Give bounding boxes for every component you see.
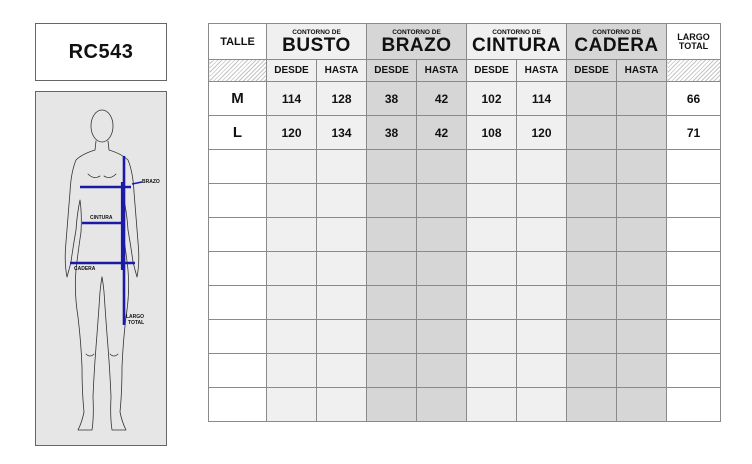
largo-label-line1: LARGO: [126, 314, 145, 320]
empty-cell: [617, 150, 667, 184]
largo-label-line2: TOTAL: [128, 320, 145, 326]
table-header-row: [209, 24, 721, 60]
empty-cell: [367, 184, 417, 218]
empty-cell: [667, 252, 721, 286]
brazo-desde-cell: 38: [367, 116, 417, 150]
empty-cell: [209, 150, 267, 184]
empty-cell: [567, 388, 617, 422]
cintura-hasta-cell: 120: [517, 116, 567, 150]
table-row: [209, 116, 721, 150]
empty-cell: [467, 252, 517, 286]
empty-cell: [667, 286, 721, 320]
empty-table-row: [209, 150, 721, 184]
cadera-header-title: CADERA: [574, 34, 659, 56]
cintura-header-prefix: CONTORNO DE: [492, 28, 541, 36]
empty-cell: [667, 218, 721, 252]
empty-cell: [267, 388, 317, 422]
empty-cell: [317, 252, 367, 286]
empty-cell: [267, 150, 317, 184]
chest-detail: [88, 174, 116, 178]
empty-cell: [467, 150, 517, 184]
empty-cell: [517, 184, 567, 218]
empty-cell: [567, 354, 617, 388]
empty-cell: [417, 252, 467, 286]
empty-cell: [667, 320, 721, 354]
empty-cell: [267, 354, 317, 388]
empty-cell: [617, 388, 667, 422]
empty-cell: [267, 218, 317, 252]
cadera-hasta-cell: [617, 82, 667, 116]
largo-total-header: [667, 24, 721, 60]
empty-cell: [367, 388, 417, 422]
size-chart-table: [208, 23, 721, 422]
empty-table-row: [209, 388, 721, 422]
cadera-desde-header: DESDE: [567, 60, 617, 82]
talle-subheader-hatch: [209, 60, 267, 82]
empty-rows-group: [209, 150, 721, 422]
empty-table-row: [209, 354, 721, 388]
empty-cell: [667, 388, 721, 422]
empty-cell: [209, 286, 267, 320]
empty-cell: [567, 218, 617, 252]
empty-cell: [517, 286, 567, 320]
empty-cell: [467, 184, 517, 218]
empty-cell: [517, 150, 567, 184]
empty-cell: [467, 218, 517, 252]
brazo-desde-cell: 38: [367, 82, 417, 116]
cintura-desde-cell: 108: [467, 116, 517, 150]
largo-total-cell: 71: [667, 116, 721, 150]
empty-cell: [617, 320, 667, 354]
empty-cell: [617, 286, 667, 320]
largo-subheader-hatch: [667, 60, 721, 82]
cintura-hasta-cell: 114: [517, 82, 567, 116]
empty-cell: [417, 354, 467, 388]
empty-cell: [517, 354, 567, 388]
busto-header: [267, 24, 367, 60]
brazo-header: [367, 24, 467, 60]
empty-cell: [267, 286, 317, 320]
empty-cell: [617, 184, 667, 218]
talle-header: TALLE: [209, 24, 267, 60]
empty-cell: [517, 388, 567, 422]
empty-table-row: [209, 320, 721, 354]
cintura-hasta-header: HASTA: [517, 60, 567, 82]
busto-header-prefix: CONTORNO DE: [292, 28, 341, 36]
empty-cell: [517, 218, 567, 252]
empty-cell: [567, 150, 617, 184]
body-silhouette: [36, 92, 166, 445]
empty-cell: [209, 218, 267, 252]
empty-cell: [317, 388, 367, 422]
cadera-label: CADERA: [74, 266, 96, 272]
busto-header-title: BUSTO: [282, 34, 351, 56]
empty-cell: [209, 252, 267, 286]
empty-cell: [317, 354, 367, 388]
largo-total-cell: 66: [667, 82, 721, 116]
empty-cell: [467, 320, 517, 354]
empty-table-row: [209, 184, 721, 218]
empty-cell: [367, 286, 417, 320]
brazo-hasta-cell: 42: [417, 82, 467, 116]
brazo-hasta-cell: 42: [417, 116, 467, 150]
cadera-desde-cell: [567, 82, 617, 116]
empty-cell: [209, 184, 267, 218]
body-left-outline: [65, 141, 102, 430]
empty-table-row: [209, 286, 721, 320]
cadera-header-prefix: CONTORNO DE: [592, 28, 641, 36]
cadera-header: [567, 24, 667, 60]
cadera-hasta-cell: [617, 116, 667, 150]
knee-detail: [86, 354, 118, 356]
empty-cell: [417, 286, 467, 320]
empty-cell: [517, 252, 567, 286]
size-cell: L: [209, 116, 267, 150]
empty-cell: [567, 320, 617, 354]
empty-cell: [317, 286, 367, 320]
cintura-header: [467, 24, 567, 60]
busto-desde-header: DESDE: [267, 60, 317, 82]
busto-hasta-cell: 128: [317, 82, 367, 116]
empty-cell: [267, 184, 317, 218]
empty-cell: [467, 354, 517, 388]
empty-cell: [367, 218, 417, 252]
brazo-header-prefix: CONTORNO DE: [392, 28, 441, 36]
cintura-desde-cell: 102: [467, 82, 517, 116]
busto-desde-cell: 114: [267, 82, 317, 116]
empty-cell: [317, 218, 367, 252]
empty-cell: [317, 150, 367, 184]
cadera-hasta-header: HASTA: [617, 60, 667, 82]
size-cell: M: [209, 82, 267, 116]
busto-desde-cell: 120: [267, 116, 317, 150]
empty-cell: [317, 184, 367, 218]
empty-cell: [209, 320, 267, 354]
busto-hasta-cell: 134: [317, 116, 367, 150]
empty-cell: [209, 388, 267, 422]
brazo-header-title: BRAZO: [381, 34, 452, 56]
empty-cell: [367, 354, 417, 388]
head-outline: [91, 110, 113, 142]
empty-cell: [417, 150, 467, 184]
empty-cell: [467, 388, 517, 422]
brazo-hasta-header: HASTA: [417, 60, 467, 82]
empty-cell: [567, 184, 617, 218]
table-row: [209, 82, 721, 116]
cadera-desde-cell: [567, 116, 617, 150]
empty-cell: [367, 320, 417, 354]
empty-cell: [209, 354, 267, 388]
cintura-label: CINTURA: [90, 215, 113, 221]
product-code: RC543: [35, 23, 167, 81]
cintura-desde-header: DESDE: [467, 60, 517, 82]
empty-cell: [617, 354, 667, 388]
empty-cell: [517, 320, 567, 354]
empty-cell: [567, 286, 617, 320]
brazo-label: BRAZO: [142, 179, 160, 185]
largo-header-line1: LARGO: [677, 31, 710, 42]
empty-cell: [667, 184, 721, 218]
empty-cell: [267, 320, 317, 354]
empty-cell: [417, 388, 467, 422]
empty-cell: [667, 354, 721, 388]
empty-cell: [567, 252, 617, 286]
body-measurement-figure: [35, 91, 167, 446]
brazo-desde-header: DESDE: [367, 60, 417, 82]
empty-cell: [467, 286, 517, 320]
empty-cell: [417, 184, 467, 218]
empty-cell: [317, 320, 367, 354]
empty-cell: [617, 252, 667, 286]
largo-header-line2: TOTAL: [678, 40, 709, 51]
empty-cell: [617, 218, 667, 252]
busto-hasta-header: HASTA: [317, 60, 367, 82]
empty-cell: [267, 252, 317, 286]
cintura-header-title: CINTURA: [472, 34, 562, 56]
empty-cell: [367, 252, 417, 286]
empty-table-row: [209, 252, 721, 286]
empty-cell: [667, 150, 721, 184]
empty-cell: [417, 320, 467, 354]
empty-cell: [417, 218, 467, 252]
empty-table-row: [209, 218, 721, 252]
empty-cell: [367, 150, 417, 184]
table-subheader-row: [209, 60, 721, 82]
